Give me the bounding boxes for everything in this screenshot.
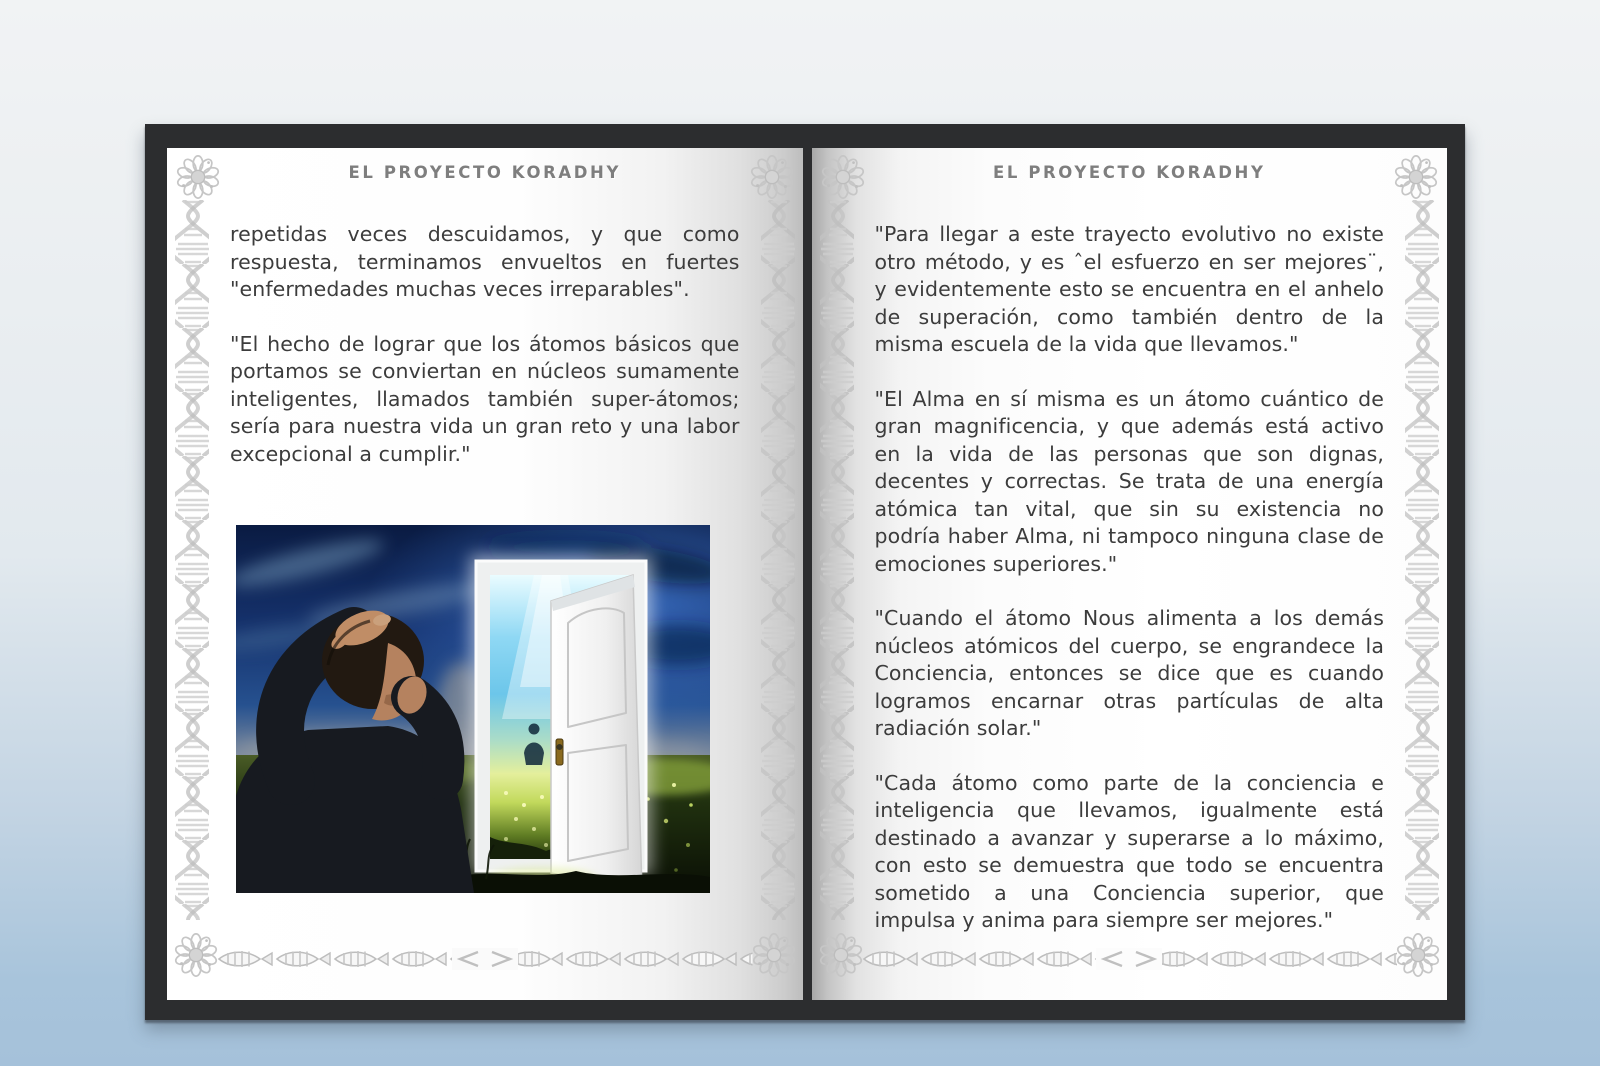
atom-flower-icon xyxy=(1395,932,1441,978)
running-head: EL PROYECTO KORADHY xyxy=(348,163,622,182)
running-head: EL PROYECTO KORADHY xyxy=(992,163,1266,182)
open-book xyxy=(145,124,1465,1020)
body-paragraph: "El hecho de lograr que los átomos básicos que portamos se conviertan en núcleos sumamente inteligentes, llamados también super-átomos; sería para nuestra vida un gran reto y una labor excepcional a cumplir." xyxy=(230,331,740,466)
right-page-body xyxy=(875,221,1385,962)
atom-flower-icon xyxy=(751,932,797,978)
illustration-open-door-scene xyxy=(236,525,710,893)
body-paragraph: "Para llegar a este trayecto evolutivo no existe otro método, y es ˆel esfuerzo en ser mejores¨, y evidentemente esto se encuentra en el anhelo de superación, como también dentro de la misma escuela de la vida que llevamos." xyxy=(874,222,1384,356)
body-paragraph: "Cada átomo como parte de la conciencia e inteligencia que llevamos, igualmente está destinado a avanzar y superarse a lo máximo, con esto se demuestra que todo se encuentra sometido a una Conciencia superior, que impulsa y anima para siempre ser mejores." xyxy=(874,770,1384,932)
dna-helix-border-icon xyxy=(820,200,854,920)
dna-helix-border-icon xyxy=(1405,200,1439,920)
body-paragraph: "El Alma en sí misma es un átomo cuántico de gran magnificencia, y que además está activo en la vida de las personas que son dignas, decentes y correctas. Se trata de una energía atómica tan vital, que sin su existencia no podría haber Alma, ni tampoco ninguna clase de emociones superiores." xyxy=(874,386,1384,576)
dna-helix-border-icon xyxy=(761,200,795,920)
left-page[interactable] xyxy=(167,148,803,1000)
body-paragraph: repetidas veces descuidamos, y que como respuesta, terminamos envueltos en fuertes "enfermedades muchas veces irreparables". xyxy=(230,222,740,301)
dna-helix-border-icon xyxy=(175,200,209,920)
left-page-body xyxy=(230,221,740,495)
chevron-divider-icon xyxy=(452,948,518,970)
right-page[interactable] xyxy=(812,148,1448,1000)
body-paragraph: "Cuando el átomo Nous alimenta a los demás núcleos atómicos del cuerpo, se engrandece la Conciencia, entonces se dice que es cuando logramos encarnar otras partículas de alta radiación solar." xyxy=(874,606,1384,740)
atom-flower-icon xyxy=(818,932,864,978)
atom-flower-icon xyxy=(173,932,219,978)
